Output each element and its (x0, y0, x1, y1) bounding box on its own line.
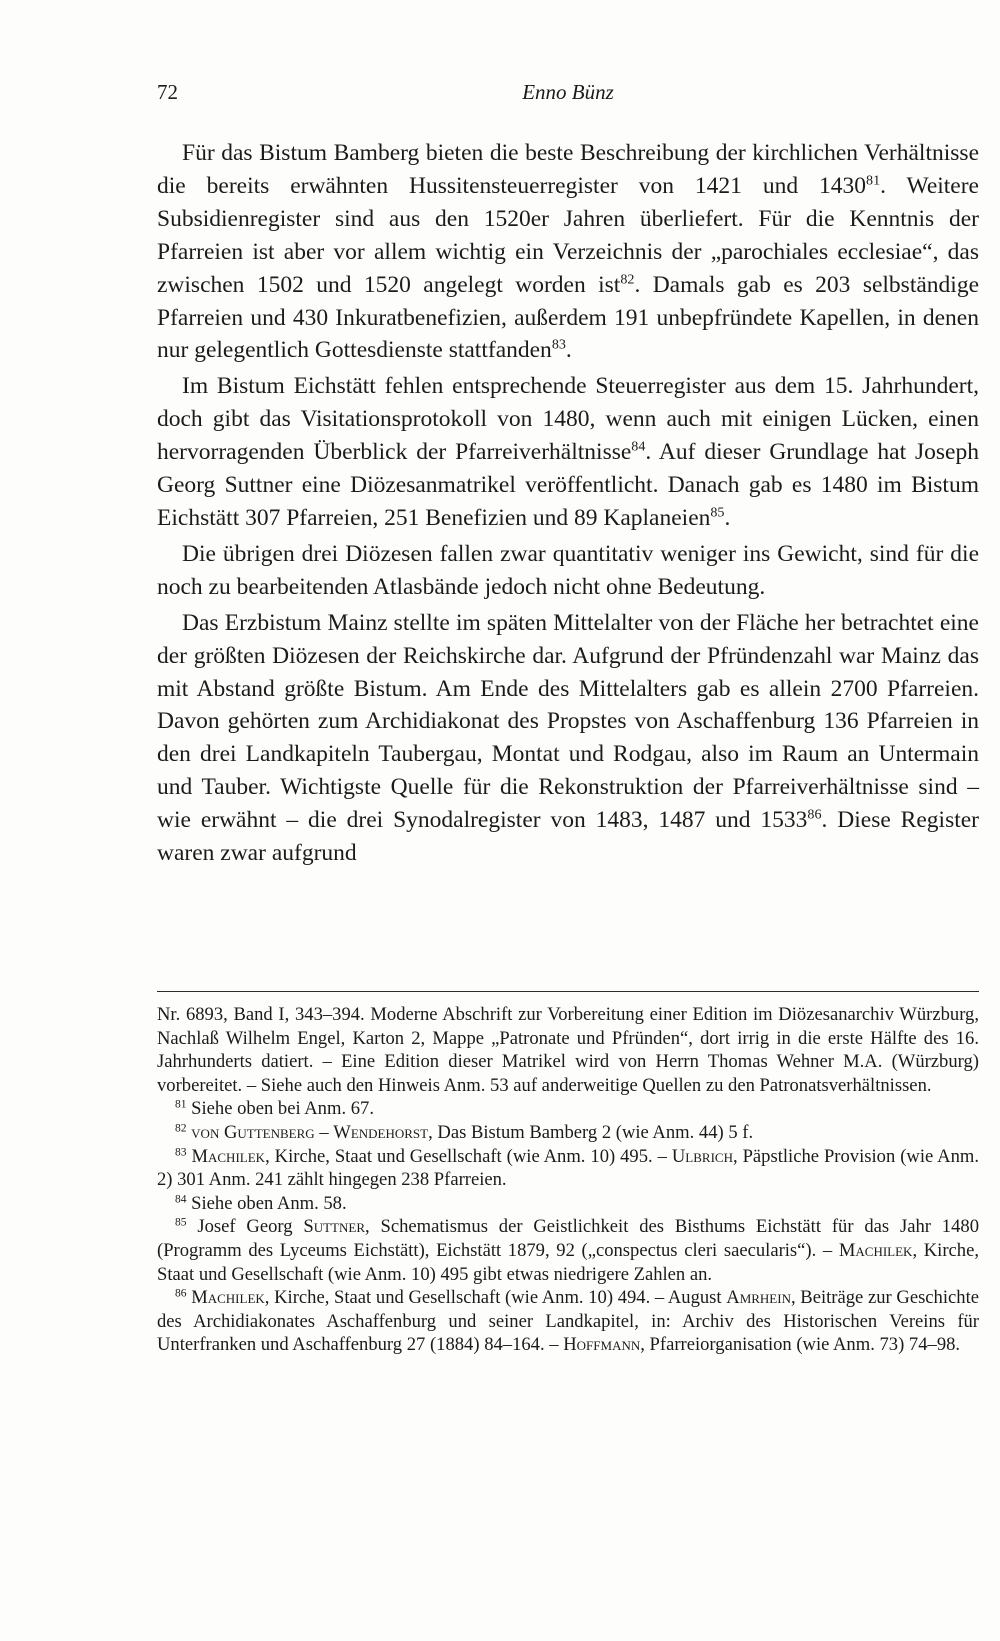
footnote-number: 82 (175, 1122, 187, 1135)
text-run: . Auf dieser Grundlage hat Joseph Georg Suttner eine Diözesanmatrikel veröffentlicht. Danach gab es 1480 im Bistum Eichstätt 307 Pfarreien, 251 Benefizien und 89 Kaplaneien (157, 439, 979, 531)
text-run: Nr. 6893, Band I, 343–394. Moderne Abschrift zur Vorbereitung einer Edition im Diözesanarchiv Würzburg, Nachlaß Wilhelm Engel, Karton 2, Mappe „Patronate und Pfründen“, dort irrig in die erste Hälfte des 16. Jahrhunderts datiert. – Eine Edition dieser Matrikel wird von Herrn Thomas Wehner M.A. (Würzburg) vorbereitet. – Siehe auch den Hinweis Anm. 53 auf anderweitige Quellen zu den Patronatsverhältnissen. (157, 1004, 979, 1096)
text-run: Die übrigen drei Diözesen fallen zwar quantitativ weniger ins Gewicht, sind für die noch zu bearbeitenden Atlasbände jedoch nicht ohne Bedeutung. (157, 540, 979, 600)
text-run: . (724, 504, 731, 531)
text-run: , Beiträge zur Geschichte des Archidiakonates Aschaffenburg und seiner Landkapitel, in: Archiv des Historischen Vereins für Unterfranken und Aschaffenburg 27 (1884) 84–164. – (157, 1287, 979, 1356)
text-run: . Damals gab es 203 selbständige Pfarreien und 430 Inkuratbenefizien, außerdem 191 unbepfründete Kapellen, in denen nur gelegentlich Gottesdienste stattfanden (157, 271, 979, 364)
body-paragraph (157, 538, 979, 604)
author-name: Ulbrich (671, 1145, 733, 1167)
page-header (157, 80, 979, 110)
footnotes (157, 1003, 979, 1357)
footnote (157, 1286, 979, 1357)
text-run: , Pfarreiorganisation (wie Anm. 73) 74–98. (640, 1334, 961, 1356)
text-run: . (565, 337, 572, 364)
footnote (157, 1145, 979, 1192)
author-name: Suttner (303, 1216, 366, 1238)
text-run: – (314, 1121, 334, 1143)
text-run: Siehe oben Anm. 58. (191, 1192, 347, 1214)
footnote (157, 1192, 979, 1216)
author-name: Wendehorst (333, 1121, 429, 1143)
text-run: Das Erzbistum Mainz stellte im späten Mittelalter von der Fläche her betrachtet eine der größten Diözesen der Reichskirche dar. Aufgrund der Pfründenzahl war Mainz das mit Abstand größte Bistum. Am Ende des Mittelalters gab es allein 2700 Pfarreien. Davon gehörten zum Archidiakonat des Propstes von Aschaffenburg 136 Pfarreien in den drei Landkapiteln Taubergau, Montat und Rodgau, also im Raum an Untermain und Tauber. Wichtigste Quelle für die Rekonstruktion der Pfarreiverhältnisse sind – wie erwähnt – die drei Synodalregister von 1483, 1487 und 1533 (157, 609, 979, 834)
footnote (157, 1215, 979, 1286)
text-run: , Kirche, Staat und Gesellschaft (wie Anm. 10) 494. – August (264, 1287, 727, 1309)
main-text (157, 137, 979, 873)
footnote-continuation (157, 1003, 979, 1097)
footnote-number: 83 (175, 1146, 187, 1159)
body-paragraph (157, 137, 979, 367)
text-run: , Das Bistum Bamberg 2 (wie Anm. 44) 5 f. (428, 1121, 754, 1143)
footnote-number: 85 (175, 1217, 187, 1230)
footnote-number: 81 (175, 1099, 187, 1112)
author-name: Machilek (191, 1287, 265, 1309)
text-run: , Päpstliche Provision (wie Anm. 2) 301 Anm. 241 zählt hingegen 238 Pfarreien. (157, 1145, 979, 1191)
text-run: . Weitere Subsidienregister sind aus den 1520er Jahren überliefert. Für die Kenntnis der Pfarreien ist aber vor allem wichtig ein Verzeichnis der „parochiales ecclesiae“, das zwischen 1502 und 1520 angelegt worden ist (157, 172, 979, 298)
author-name: Machilek (838, 1239, 913, 1261)
text-run: . Diese Register waren zwar aufgrund (157, 807, 979, 867)
text-run: Im Bistum Eichstätt fehlen entsprechende Steuerregister aus dem 15. Jahrhundert, doch gibt das Visitationsprotokoll von 1480, wenn auch mit einigen Lücken, einen hervorragenden Überblick der Pfarreiverhältnisse (157, 373, 979, 466)
text-run: , Kirche, Staat und Gesellschaft (wie Anm. 10) 495 gibt etwas niedrigere Zahlen an. (157, 1239, 979, 1285)
author-name: von Guttenberg (191, 1121, 315, 1143)
text-run: , Schematismus der Geistlichkeit des Bisthums Eichstätt für das Jahr 1480 (Programm des Lyceums Eichstätt), Eichstätt 1879, 92 („conspectus cleri saecularis“). – (157, 1216, 979, 1261)
body-paragraph (157, 607, 979, 870)
footnote-reference: 84 (631, 438, 646, 455)
footnote (157, 1121, 979, 1145)
footnote-reference: 85 (710, 504, 725, 521)
footnote (157, 1097, 979, 1121)
text-run: , Kirche, Staat und Gesellschaft (wie Anm. 10) 495. – (265, 1145, 672, 1167)
body-paragraph (157, 370, 979, 535)
footnote-reference: 86 (807, 806, 822, 823)
footnote-reference: 83 (551, 336, 566, 353)
author-name: Machilek (191, 1145, 266, 1167)
footnote-separator (157, 991, 979, 992)
text-run: Siehe oben bei Anm. 67. (191, 1098, 374, 1120)
page-number: 72 (157, 80, 178, 104)
footnote-reference: 82 (620, 271, 635, 288)
author-name: Amrhein (726, 1287, 791, 1309)
author-name: Hoffmann (563, 1334, 641, 1356)
footnote-number: 86 (175, 1287, 187, 1300)
running-head-author: Enno Bünz (522, 80, 614, 104)
text-run: Für das Bistum Bamberg bieten die beste Beschreibung der kirchlichen Verhältnisse die bereits erwähnten Hussitensteuerregister von 1421 und 1430 (157, 140, 979, 199)
text-run: Josef Georg (197, 1216, 304, 1238)
footnote-reference: 81 (866, 172, 881, 189)
footnote-number: 84 (175, 1193, 187, 1206)
